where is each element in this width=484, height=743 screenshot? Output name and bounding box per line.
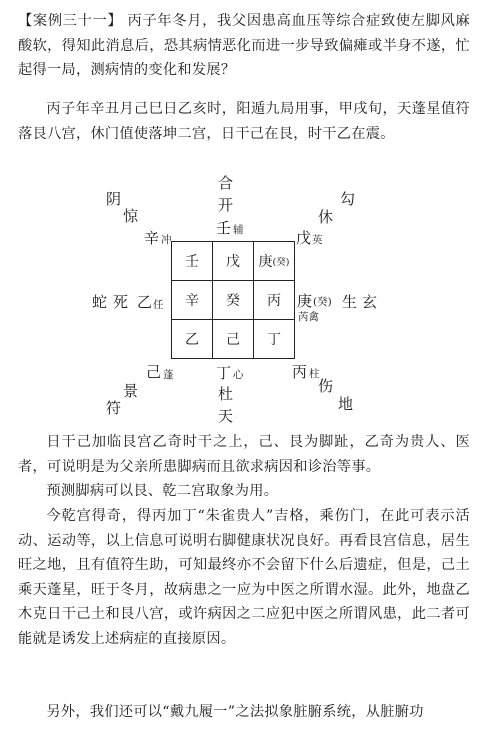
south-star: 心: [233, 369, 244, 381]
para-intro: 【案例三十一】 丙子年冬月，我父因患高血压等综合症致使左脚风麻酸软，得知此消息后，恐其病情恶化而进一步导致偏瘫或半身不遂，忙起得一局，测病情的变化和发展？: [18, 13, 470, 78]
nw-star: 冲: [161, 234, 172, 246]
grid-cell: 庚 (癸): [253, 241, 295, 281]
ne-god: 勾: [340, 190, 356, 208]
para-setup: 丙子年辛丑月己巳日乙亥时，阳遁九局用事，甲戌旬，天蓬星值符落艮八宫，休门值使落坤二宫，日干己在艮，时干乙在震。: [18, 101, 470, 142]
para-analysis-2: 预测脚病可以艮、乾二宫取象为用。: [46, 483, 279, 499]
north-stem: 壬: [216, 219, 232, 237]
grid-cell: 辛: [171, 280, 213, 320]
nw-stem: 辛: [144, 229, 160, 247]
nw-door: 惊: [123, 207, 139, 225]
se-door: 伤: [318, 377, 334, 395]
west-star: 任: [153, 299, 164, 311]
se-star: 柱: [309, 368, 320, 380]
east-star: 芮禽: [298, 311, 319, 323]
north-door: 开: [218, 196, 234, 214]
ne-stem: 戊: [296, 229, 312, 247]
se-stem: 丙: [292, 363, 308, 381]
south-stem: 丁: [216, 364, 232, 382]
east-stem: 庚: [297, 292, 313, 310]
ne-door: 休: [318, 208, 334, 226]
grid-cell: 壬: [171, 241, 213, 281]
west-god: 蛇: [92, 293, 108, 311]
grid-cell: 丙: [253, 280, 295, 320]
north-star: 辅: [233, 224, 244, 236]
se-god: 地: [338, 395, 354, 413]
grid-cell: 己: [212, 319, 254, 359]
sw-god: 符: [106, 399, 122, 417]
sw-door: 景: [123, 382, 139, 400]
east-door: 生: [342, 293, 358, 311]
nw-god: 阴: [106, 190, 122, 208]
grid-cell: 丁: [253, 319, 295, 359]
south-door: 杜: [218, 385, 234, 403]
para-analysis-1: 日干己加临艮宫乙奇时干之上，己、艮为脚趾，乙奇为贵人、医者，可说明是为父亲所患脚病而且欲求病因和诊治等事。: [18, 434, 470, 475]
grid-cell: 戊: [212, 241, 254, 281]
east-stem-sub: (癸): [313, 296, 332, 308]
para-analysis-3: 今乾宫得奇，得丙加丁“朱雀贵人”吉格，乘伤门，在此可表示活动、运动等，以上信息可说明右脚健康状况良好。再看艮宫信息，居生旺之地，且有值符生助，可知最终亦不会留下什么后遗症，但是，己土乘天蓬星，旺于冬月，故病患之一应为中医之所谓水湿。此外，地盘乙木克日干己土和艮八宫，或许病因之二应犯中医之所谓风患，此二者可能就是诱发上述病症的直接原因。: [18, 508, 470, 647]
west-door: 死: [113, 293, 129, 311]
nine-palace-grid: [172, 242, 295, 359]
east-god: 玄: [362, 293, 378, 311]
sw-stem: 己: [146, 363, 162, 381]
grid-cell: 癸: [212, 280, 254, 320]
ne-star: 英: [312, 234, 323, 246]
grid-cell: 乙: [171, 319, 213, 359]
sw-star: 蓬: [163, 369, 174, 381]
south-god: 天: [218, 407, 234, 425]
para-analysis-4: 另外，我们还可以“戴九履一”之法拟象脏腑系统，从脏腑功: [46, 704, 424, 720]
west-stem: 乙: [137, 293, 153, 311]
north-god: 合: [218, 174, 234, 192]
